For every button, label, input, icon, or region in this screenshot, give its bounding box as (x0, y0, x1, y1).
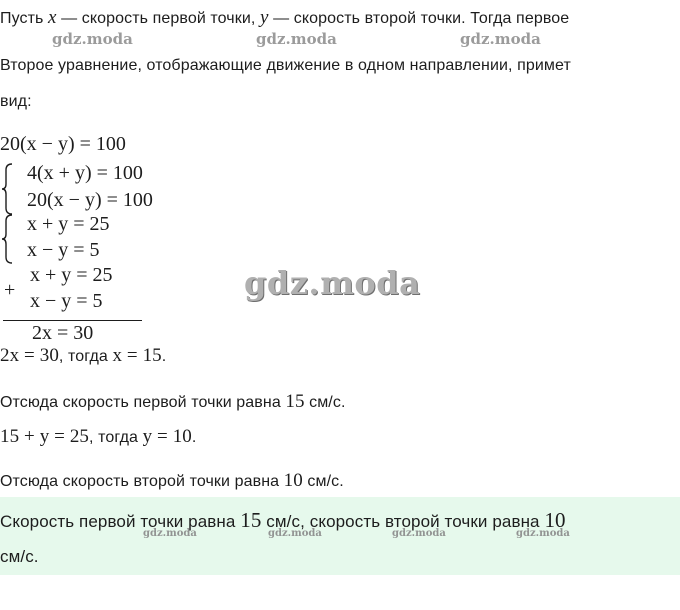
speed-second-line (0, 470, 344, 492)
intro-text-1: Пусть (0, 10, 49, 27)
system1-equation-2: 20(x − y) = 100 (27, 189, 153, 211)
addition-equation-1: x + y = 25 (30, 264, 113, 286)
plus-sign: + (4, 279, 16, 301)
answer-value-second: 10 (544, 508, 566, 532)
addition-sum: 2x = 30 (32, 322, 94, 341)
intro-line (0, 7, 569, 29)
intro-var-x: x (48, 7, 57, 28)
watermark: gdz.moda (143, 528, 197, 539)
answer-text-2: см/с, скорость второй точки равна (261, 512, 545, 531)
answer-value-first: 15 (240, 508, 262, 532)
speed-first-unit: см/с. (304, 394, 346, 411)
answer-text-1: Скорость первой точки равна (0, 512, 241, 531)
answer-line-2: см/с. (0, 547, 39, 566)
intro-var-y: y (259, 7, 269, 28)
result-y-value: y = 10 (142, 426, 192, 447)
left-brace-icon (0, 163, 14, 215)
system1-equation-1: 4(x + y) = 100 (27, 162, 143, 184)
speed-first-text: Отсюда скорость первой точки равна (0, 394, 286, 411)
result-x-equation: 2x = 30 (0, 345, 59, 366)
equation-main: 20(x − y) = 100 (0, 133, 126, 155)
result-y-equation: 15 + y = 25 (0, 426, 90, 447)
speed-second-unit: см/с. (302, 473, 344, 490)
system2-equation-1: x + y = 25 (27, 213, 110, 235)
watermark-large: gdz.moda (244, 264, 421, 302)
speed-first-value: 15 (285, 391, 305, 412)
result-y-connector: , тогда (89, 429, 143, 446)
sum-clip (0, 321, 160, 341)
speed-first-line (0, 391, 346, 413)
speed-second-value: 10 (283, 470, 303, 491)
result-y-period: . (191, 429, 197, 446)
intro-text-3: — скорость второй точки. Тогда первое (268, 10, 570, 27)
watermark: gdz.moda (256, 30, 337, 48)
result-x-connector: , тогда (58, 348, 113, 365)
result-x-line (0, 345, 166, 367)
watermark: gdz.moda (268, 528, 322, 539)
watermark: gdz.moda (52, 30, 133, 48)
vid-text: вид: (0, 93, 32, 110)
second-equation-text: Второе уравнение, отображающие движение в одном направлении, примет (0, 57, 571, 74)
system2-equation-2: x − y = 5 (27, 239, 100, 261)
watermark: gdz.moda (392, 528, 446, 539)
left-brace-icon (0, 214, 14, 264)
result-x-period: . (161, 348, 167, 365)
speed-second-text: Отсюда скорость второй точки равна (0, 473, 284, 490)
addition-equation-2: x − y = 5 (30, 290, 103, 312)
watermark: gdz.moda (460, 30, 541, 48)
result-y-line (0, 426, 196, 448)
watermark: gdz.moda (516, 528, 570, 539)
result-x-value: x = 15 (112, 345, 162, 366)
intro-text-2: — скорость первой точки, (56, 10, 260, 27)
